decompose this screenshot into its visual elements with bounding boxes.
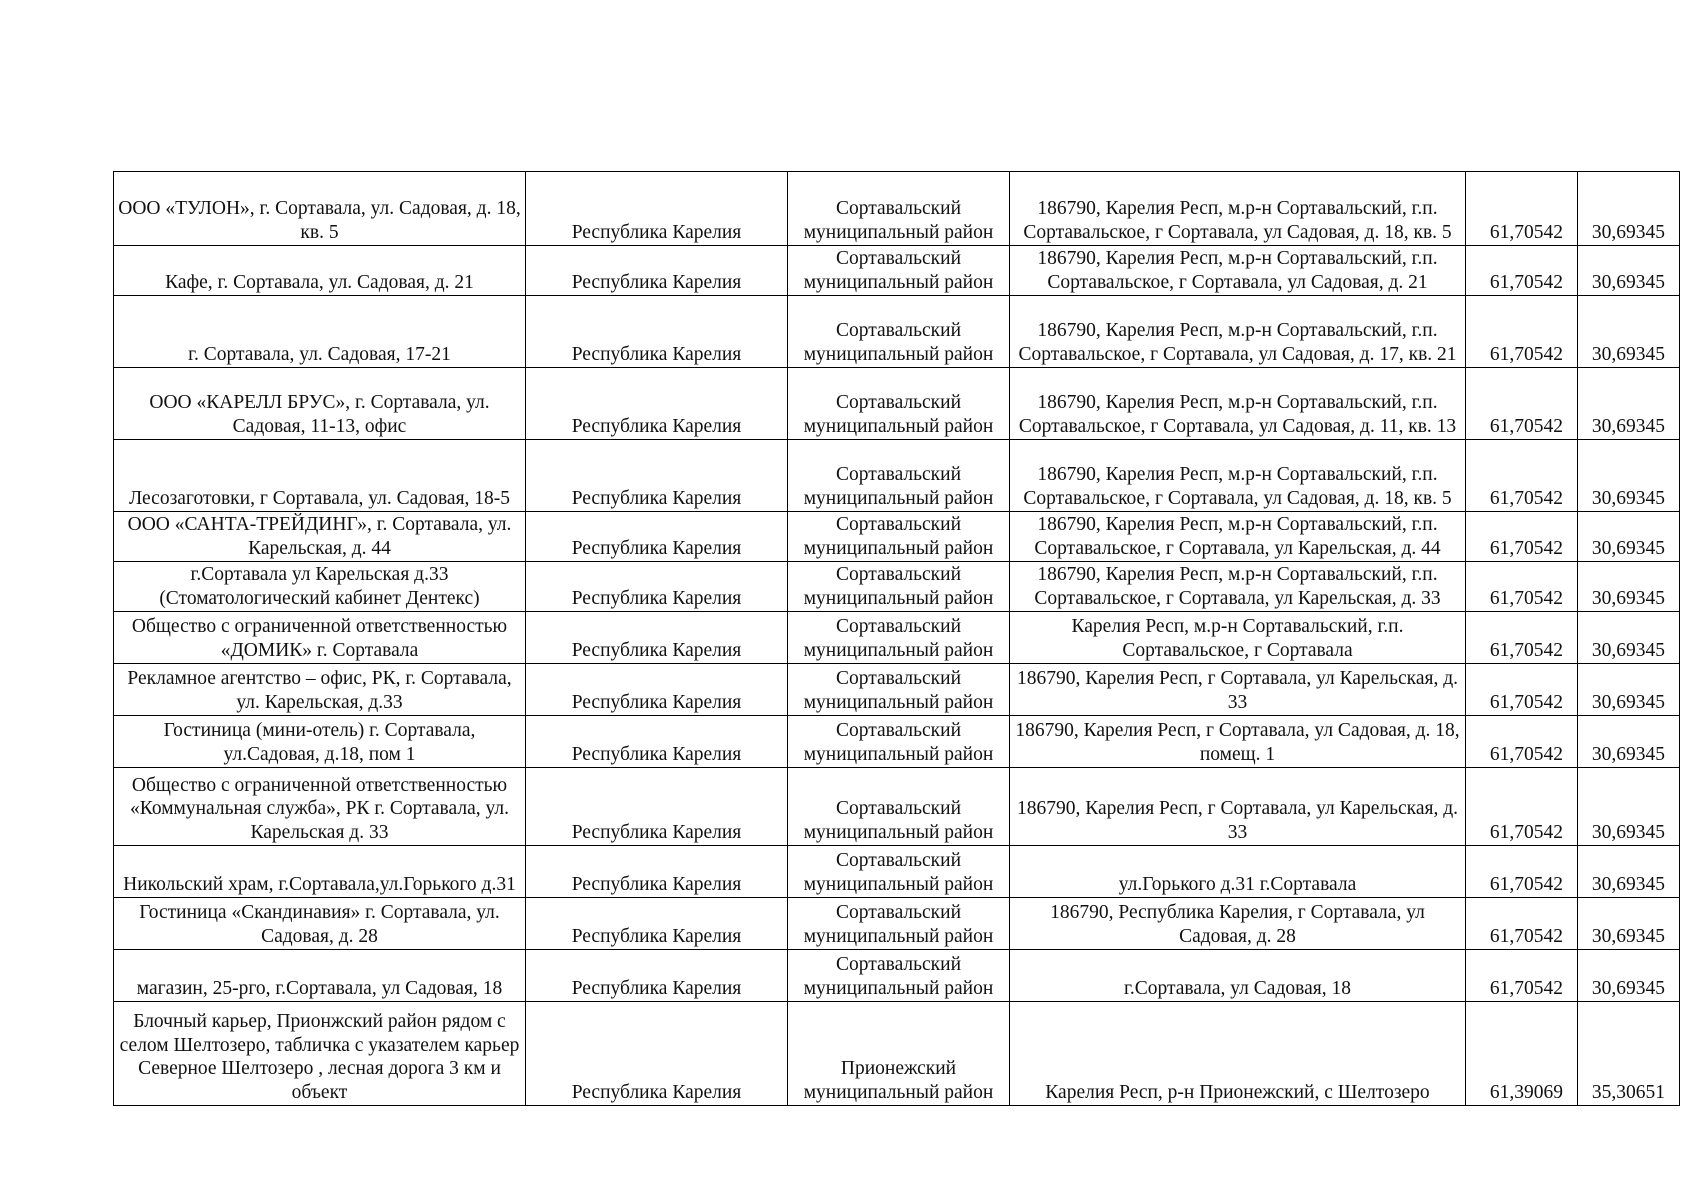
cell-longitude: 30,69345	[1578, 664, 1680, 716]
table-row	[114, 368, 1680, 440]
cell-longitude: 30,69345	[1578, 440, 1680, 512]
cell-latitude: 61,70542	[1466, 296, 1578, 368]
cell-name: ООО «КАРЕЛЛ БРУС», г. Сортавала, ул. Садовая, 11-13, офис	[114, 368, 526, 440]
cell-latitude: 61,70542	[1466, 768, 1578, 846]
cell-longitude: 30,69345	[1578, 172, 1680, 246]
table-row	[114, 612, 1680, 664]
cell-latitude: 61,70542	[1466, 846, 1578, 898]
cell-longitude: 30,69345	[1578, 296, 1680, 368]
cell-latitude: 61,70542	[1466, 562, 1578, 612]
cell-longitude: 30,69345	[1578, 716, 1680, 768]
cell-longitude: 30,69345	[1578, 898, 1680, 950]
cell-latitude: 61,70542	[1466, 172, 1578, 246]
cell-district: Сортавальский муниципальный район	[788, 296, 1010, 368]
cell-district: Сортавальский муниципальный район	[788, 172, 1010, 246]
records-table-body	[114, 172, 1680, 1106]
cell-region: Республика Карелия	[526, 1002, 788, 1106]
cell-address: 186790, Карелия Респ, г Сортавала, ул Карельская, д. 33	[1010, 664, 1466, 716]
records-table	[113, 171, 1680, 1106]
cell-address: 186790, Карелия Респ, м.р-н Сортавальский, г.п. Сортавальское, г Сортавала, ул Садовая, д. 18, кв. 5	[1010, 172, 1466, 246]
table-row	[114, 562, 1680, 612]
cell-latitude: 61,70542	[1466, 512, 1578, 562]
cell-name: Общество с ограниченной ответственностью «ДОМИК» г. Сортавала	[114, 612, 526, 664]
cell-longitude: 30,69345	[1578, 846, 1680, 898]
cell-address: Карелия Респ, м.р-н Сортавальский, г.п. Сортавальское, г Сортавала	[1010, 612, 1466, 664]
table-row	[114, 846, 1680, 898]
cell-district: Сортавальский муниципальный район	[788, 562, 1010, 612]
cell-region: Республика Карелия	[526, 950, 788, 1002]
cell-longitude: 30,69345	[1578, 612, 1680, 664]
table-row	[114, 768, 1680, 846]
cell-longitude: 30,69345	[1578, 246, 1680, 296]
cell-district: Сортавальский муниципальный район	[788, 612, 1010, 664]
cell-longitude: 30,69345	[1578, 950, 1680, 1002]
cell-name: г. Сортавала, ул. Садовая, 17-21	[114, 296, 526, 368]
cell-district: Сортавальский муниципальный район	[788, 440, 1010, 512]
cell-latitude: 61,39069	[1466, 1002, 1578, 1106]
cell-region: Республика Карелия	[526, 440, 788, 512]
cell-address: 186790, Карелия Респ, м.р-н Сортавальский, г.п. Сортавальское, г Сортавала, ул Садовая, д. 21	[1010, 246, 1466, 296]
cell-latitude: 61,70542	[1466, 950, 1578, 1002]
cell-latitude: 61,70542	[1466, 716, 1578, 768]
cell-district: Сортавальский муниципальный район	[788, 716, 1010, 768]
cell-region: Республика Карелия	[526, 512, 788, 562]
cell-region: Республика Карелия	[526, 768, 788, 846]
table-row	[114, 664, 1680, 716]
cell-name: Общество с ограниченной ответственностью «Коммунальная служба», РК г. Сортавала, ул. Карельская д. 33	[114, 768, 526, 846]
cell-address: г.Сортавала, ул Садовая, 18	[1010, 950, 1466, 1002]
cell-name: ООО «ТУЛОН», г. Сортавала, ул. Садовая, д. 18, кв. 5	[114, 172, 526, 246]
table-row	[114, 296, 1680, 368]
cell-latitude: 61,70542	[1466, 898, 1578, 950]
cell-region: Республика Карелия	[526, 612, 788, 664]
cell-region: Республика Карелия	[526, 172, 788, 246]
cell-name: ООО «САНТА-ТРЕЙДИНГ», г. Сортавала, ул. Карельская, д. 44	[114, 512, 526, 562]
table-row	[114, 246, 1680, 296]
cell-name: Рекламное агентство – офис, РК, г. Сортавала, ул. Карельская, д.33	[114, 664, 526, 716]
cell-region: Республика Карелия	[526, 296, 788, 368]
cell-address: 186790, Карелия Респ, м.р-н Сортавальский, г.п. Сортавальское, г Сортавала, ул Садовая, д. 11, кв. 13	[1010, 368, 1466, 440]
table-row	[114, 950, 1680, 1002]
cell-district: Сортавальский муниципальный район	[788, 368, 1010, 440]
cell-region: Республика Карелия	[526, 562, 788, 612]
table-row	[114, 898, 1680, 950]
cell-address: 186790, Карелия Респ, м.р-н Сортавальский, г.п. Сортавальское, г Сортавала, ул Карельская, д. 33	[1010, 562, 1466, 612]
cell-longitude: 35,30651	[1578, 1002, 1680, 1106]
cell-name: г.Сортавала ул Карельская д.33 (Стоматологический кабинет Дентекс)	[114, 562, 526, 612]
cell-latitude: 61,70542	[1466, 246, 1578, 296]
cell-address: 186790, Карелия Респ, г Сортавала, ул Карельская, д. 33	[1010, 768, 1466, 846]
cell-district: Прионежский муниципальный район	[788, 1002, 1010, 1106]
cell-address: ул.Горького д.31 г.Сортавала	[1010, 846, 1466, 898]
cell-name: Гостиница «Скандинавия» г. Сортавала, ул. Садовая, д. 28	[114, 898, 526, 950]
cell-district: Сортавальский муниципальный район	[788, 512, 1010, 562]
cell-latitude: 61,70542	[1466, 612, 1578, 664]
cell-region: Республика Карелия	[526, 246, 788, 296]
cell-region: Республика Карелия	[526, 846, 788, 898]
cell-name: Гостиница (мини-отель) г. Сортавала, ул.Садовая, д.18, пом 1	[114, 716, 526, 768]
cell-region: Республика Карелия	[526, 898, 788, 950]
cell-name: Кафе, г. Сортавала, ул. Садовая, д. 21	[114, 246, 526, 296]
table-row	[114, 440, 1680, 512]
cell-district: Сортавальский муниципальный район	[788, 664, 1010, 716]
cell-address: 186790, Карелия Респ, м.р-н Сортавальский, г.п. Сортавальское, г Сортавала, ул Садовая, д. 17, кв. 21	[1010, 296, 1466, 368]
cell-longitude: 30,69345	[1578, 512, 1680, 562]
table-row	[114, 716, 1680, 768]
table-row	[114, 1002, 1680, 1106]
cell-name: магазин, 25-рго, г.Сортавала, ул Садовая, 18	[114, 950, 526, 1002]
cell-name: Никольский храм, г.Сортавала,ул.Горького д.31	[114, 846, 526, 898]
cell-name: Лесозаготовки, г Сортавала, ул. Садовая, 18-5	[114, 440, 526, 512]
cell-address: 186790, Республика Карелия, г Сортавала, ул Садовая, д. 28	[1010, 898, 1466, 950]
cell-latitude: 61,70542	[1466, 368, 1578, 440]
cell-address: Карелия Респ, р-н Прионежский, с Шелтозеро	[1010, 1002, 1466, 1106]
cell-address: 186790, Карелия Респ, г Сортавала, ул Садовая, д. 18, помещ. 1	[1010, 716, 1466, 768]
cell-region: Республика Карелия	[526, 664, 788, 716]
cell-district: Сортавальский муниципальный район	[788, 950, 1010, 1002]
cell-district: Сортавальский муниципальный район	[788, 768, 1010, 846]
cell-district: Сортавальский муниципальный район	[788, 246, 1010, 296]
cell-district: Сортавальский муниципальный район	[788, 846, 1010, 898]
cell-district: Сортавальский муниципальный район	[788, 898, 1010, 950]
table-row	[114, 512, 1680, 562]
table-row	[114, 172, 1680, 246]
cell-address: 186790, Карелия Респ, м.р-н Сортавальский, г.п. Сортавальское, г Сортавала, ул Карельская, д. 44	[1010, 512, 1466, 562]
cell-region: Республика Карелия	[526, 368, 788, 440]
cell-name: Блочный карьер, Прионжский район рядом с селом Шелтозеро, табличка с указателем карьер Северное Шелтозеро , лесная дорога 3 км и объект	[114, 1002, 526, 1106]
cell-address: 186790, Карелия Респ, м.р-н Сортавальский, г.п. Сортавальское, г Сортавала, ул Садовая, д. 18, кв. 5	[1010, 440, 1466, 512]
cell-longitude: 30,69345	[1578, 562, 1680, 612]
cell-longitude: 30,69345	[1578, 768, 1680, 846]
cell-region: Республика Карелия	[526, 716, 788, 768]
cell-latitude: 61,70542	[1466, 440, 1578, 512]
cell-longitude: 30,69345	[1578, 368, 1680, 440]
cell-latitude: 61,70542	[1466, 664, 1578, 716]
